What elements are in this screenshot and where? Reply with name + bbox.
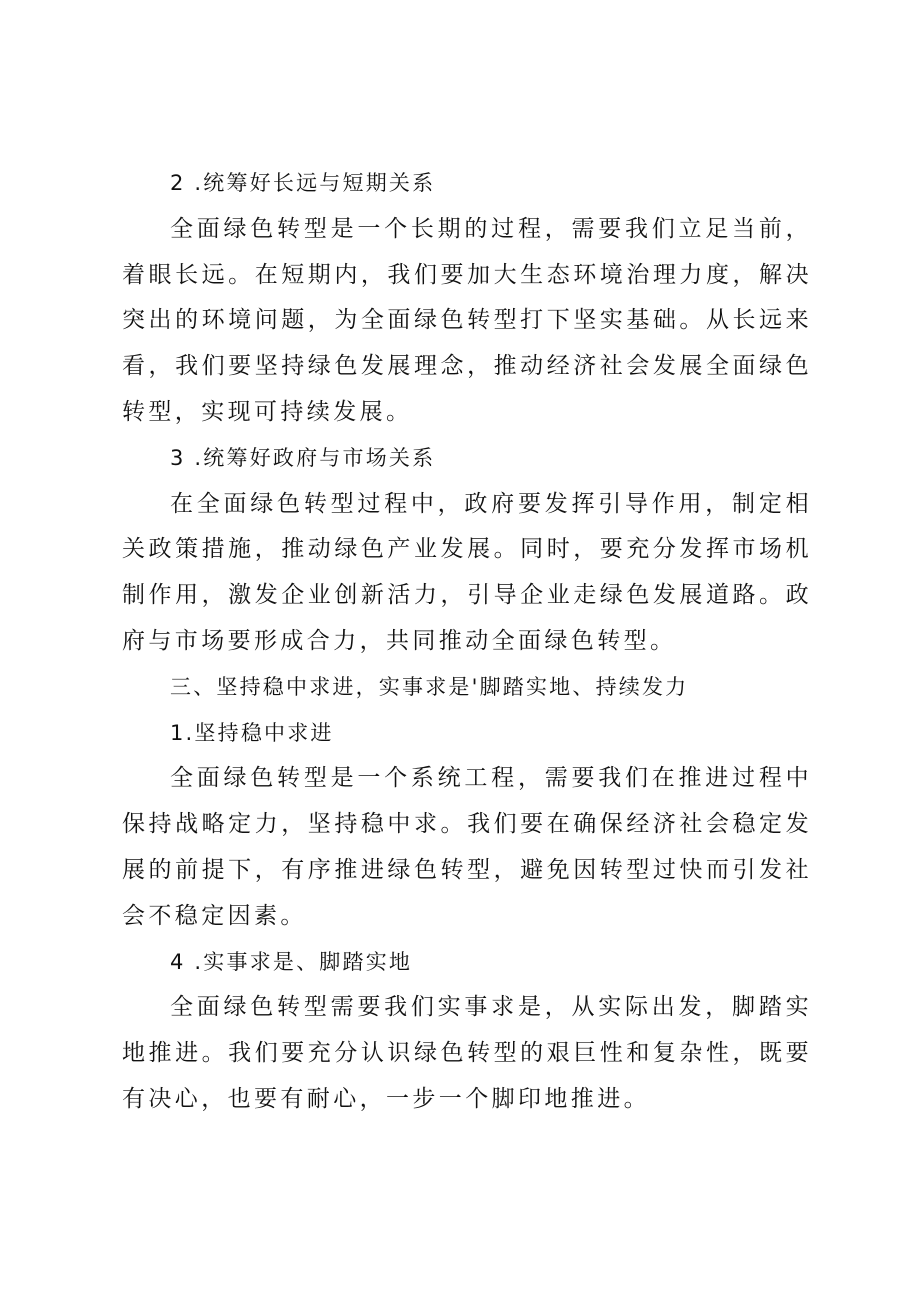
- paragraph-long-short-term: 全面绿色转型是一个长期的过程，需要我们立足当前，着眼长远。在短期内，我们要加大生态环境治理力度，解决突出的环境问题，为全面绿色转型打下坚实基础。从长远来看，我们要坚持绿色发展理念，推动经济社会发展全面绿色转型，实现可持续发展。: [122, 215, 812, 425]
- section-heading-government-market: 3 .统筹好政府与市场关系: [170, 445, 436, 470]
- paragraph-steady-progress: 全面绿色转型是一个系统工程，需要我们在推进过程中保持战略定力，坚持稳中求。我们要在确保经济社会稳定发展的前提下，有序推进绿色转型，避免因转型过快而引发社会不稳定因素。: [122, 765, 812, 929]
- section-heading-steady-progress: 1.坚持稳中求进: [170, 720, 334, 745]
- section-heading-seek-truth: 4 .实事求是、脚踏实地: [170, 949, 413, 974]
- chapter-heading-steady-progress: 三、坚持稳中求进，实事求是'脚踏实地、持续发力: [170, 674, 689, 699]
- paragraph-seek-truth: 全面绿色转型需要我们实事求是，从实际出发，脚踏实地推进。我们要充分认识绿色转型的艰巨性和复杂性，既要有决心，也要有耐心，一步一个脚印地推进。: [122, 994, 812, 1112]
- document-body: [122, 161, 812, 1123]
- paragraph-government-market: 在全面绿色转型过程中，政府要发挥引导作用，制定相关政策措施，推动绿色产业发展。同时，要充分发挥市场机制作用，激发企业创新活力，引导企业走绿色发展道路。政府与市场要形成合力，共同推动全面绿色转型。: [122, 490, 812, 654]
- section-heading-coordinate-long-short-term: 2 .统筹好长远与短期关系: [170, 171, 436, 195]
